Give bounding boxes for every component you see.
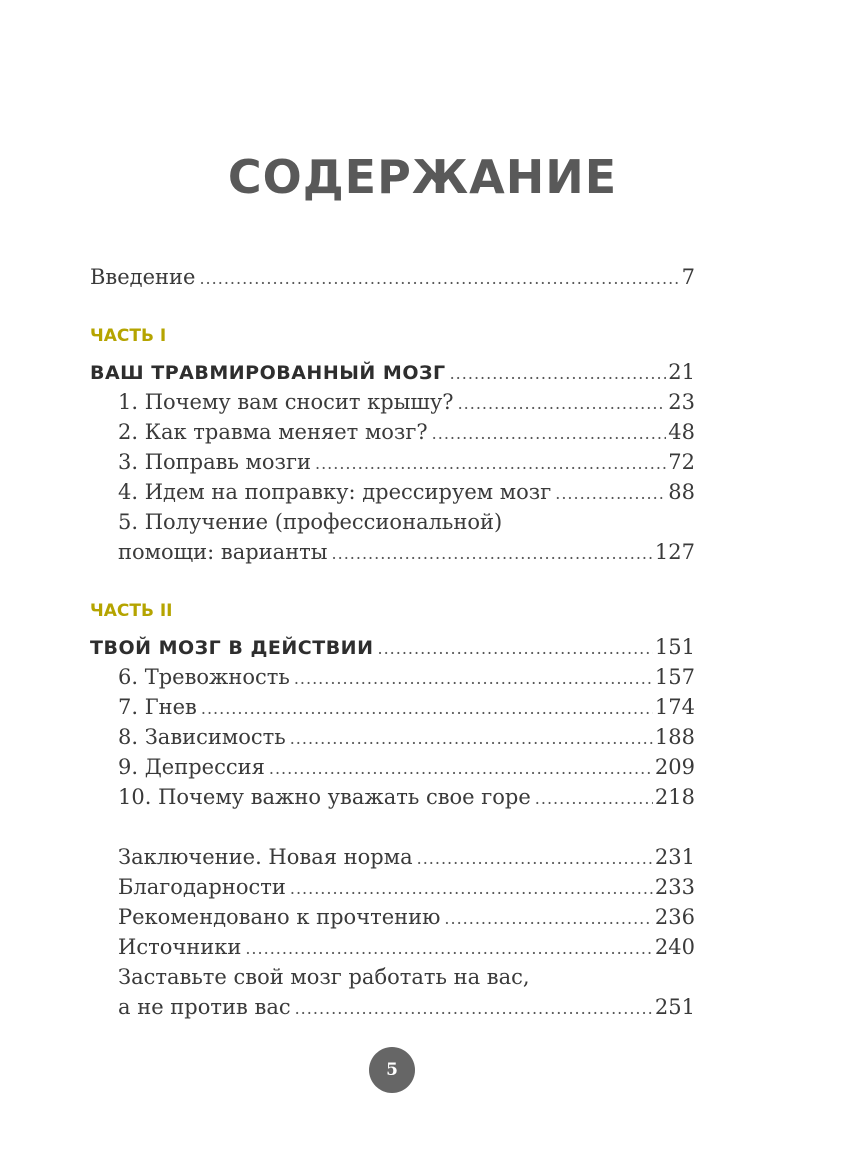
toc-entry-label: ТВОЙ МОЗГ В ДЕЙСТВИИ	[90, 637, 374, 659]
toc-entry-chapter-3[interactable]	[118, 447, 695, 477]
leader-dots	[269, 754, 653, 784]
leader-dots	[245, 934, 653, 964]
toc-entry-acknowledgements[interactable]	[118, 872, 695, 902]
toc-entry-label: 10. Почему важно уважать свое горе	[118, 785, 531, 809]
toc-entry-chapter-1[interactable]	[118, 387, 695, 417]
toc-entry-chapter-8[interactable]	[118, 722, 695, 752]
toc-entry-page: 233	[654, 875, 695, 899]
leader-dots	[377, 634, 652, 664]
toc-entry-label: 8. Зависимость	[118, 725, 286, 749]
leader-dots	[201, 694, 653, 724]
toc-entry-page: 218	[654, 785, 695, 809]
page-title: СОДЕРЖАНИЕ	[227, 150, 618, 204]
leader-dots	[417, 844, 653, 874]
leader-dots	[432, 419, 667, 449]
toc-entry-label: 6. Тревожность	[118, 665, 290, 689]
leader-dots	[199, 264, 679, 294]
toc-entry-chapter-5-line-2[interactable]	[118, 537, 695, 567]
toc-entry-label: а не против вас	[118, 995, 291, 1019]
toc-entry-label: Благодарности	[118, 875, 286, 899]
leader-dots	[535, 784, 653, 814]
leader-dots	[555, 479, 666, 509]
toc-entry-label: Рекомендовано к прочтению	[118, 905, 441, 929]
toc-entry-page: 88	[668, 480, 695, 504]
toc-entry-page: 127	[654, 540, 695, 564]
toc-entry-page: 174	[654, 695, 695, 719]
toc-entry-label: помощи: варианты	[118, 540, 328, 564]
leader-dots	[290, 874, 653, 904]
toc-entry-sources[interactable]	[118, 932, 695, 962]
toc-entry-chapter-10[interactable]	[118, 782, 695, 812]
toc-entry-label: 5. Получение (профессиональной)	[118, 510, 503, 534]
leader-dots	[458, 389, 667, 419]
toc-entry-chapter-4[interactable]	[118, 477, 695, 507]
toc-entry-page: 231	[654, 845, 695, 869]
toc-entry-chapter-9[interactable]	[118, 752, 695, 782]
part-2-label: ЧАСТЬ II	[90, 601, 173, 621]
toc-entry-conclusion[interactable]	[118, 842, 695, 872]
leader-dots	[450, 359, 667, 389]
leader-dots	[294, 664, 653, 694]
toc-entry-label: Введение	[90, 265, 196, 289]
toc-entry-label: 1. Почему вам сносит крышу?	[118, 390, 454, 414]
toc-entry-page: 240	[654, 935, 695, 959]
leader-dots	[295, 994, 653, 1024]
toc-entry-chapter-2[interactable]	[118, 417, 695, 447]
toc-entry-page: 7	[681, 265, 695, 289]
toc-entry-page: 23	[668, 390, 695, 414]
toc-entry-chapter-7[interactable]	[118, 692, 695, 722]
part-1-label: ЧАСТЬ I	[90, 326, 167, 346]
toc-entry-part-1-title[interactable]	[90, 357, 695, 387]
toc-entry-recommended-reading[interactable]	[118, 902, 695, 932]
toc-entry-label: Заключение. Новая норма	[118, 845, 413, 869]
leader-dots	[444, 904, 653, 934]
toc-entry-page: 151	[654, 635, 695, 659]
toc-entry-page: 157	[654, 665, 695, 689]
toc-entry-page: 251	[654, 995, 695, 1019]
leader-dots	[290, 724, 653, 754]
leader-dots	[315, 449, 666, 479]
toc-entry-chapter-6[interactable]	[118, 662, 695, 692]
toc-entry-chapter-5-line-1[interactable]	[118, 507, 695, 537]
page-number: 5	[386, 1060, 398, 1080]
toc-entry-label: Источники	[118, 935, 242, 959]
toc-entry-intro[interactable]	[90, 262, 695, 292]
toc-entry-label: 3. Поправь мозги	[118, 450, 311, 474]
page-number-badge	[369, 1047, 415, 1093]
toc-entry-label: Заставьте свой мозг работать на вас,	[118, 965, 530, 989]
toc-entry-page: 209	[654, 755, 695, 779]
toc-entry-part-2-title[interactable]	[90, 632, 695, 662]
toc-entry-page: 188	[654, 725, 695, 749]
toc-entry-label: 7. Гнев	[118, 695, 197, 719]
toc-entry-page: 21	[668, 360, 695, 384]
toc-entry-label: 2. Как травма меняет мозг?	[118, 420, 428, 444]
toc-entry-label: 9. Депрессия	[118, 755, 265, 779]
toc-entry-page: 72	[668, 450, 695, 474]
toc-entry-label: 4. Идем на поправку: дрессируем мозг	[118, 480, 552, 504]
toc-entry-page: 236	[654, 905, 695, 929]
toc-entry-appendix-line-1[interactable]	[118, 962, 695, 992]
toc-entry-label: ВАШ ТРАВМИРОВАННЫЙ МОЗГ	[90, 362, 446, 384]
toc-entry-appendix-line-2[interactable]	[118, 992, 695, 1022]
toc-entry-page: 48	[668, 420, 695, 444]
leader-dots	[332, 539, 653, 569]
